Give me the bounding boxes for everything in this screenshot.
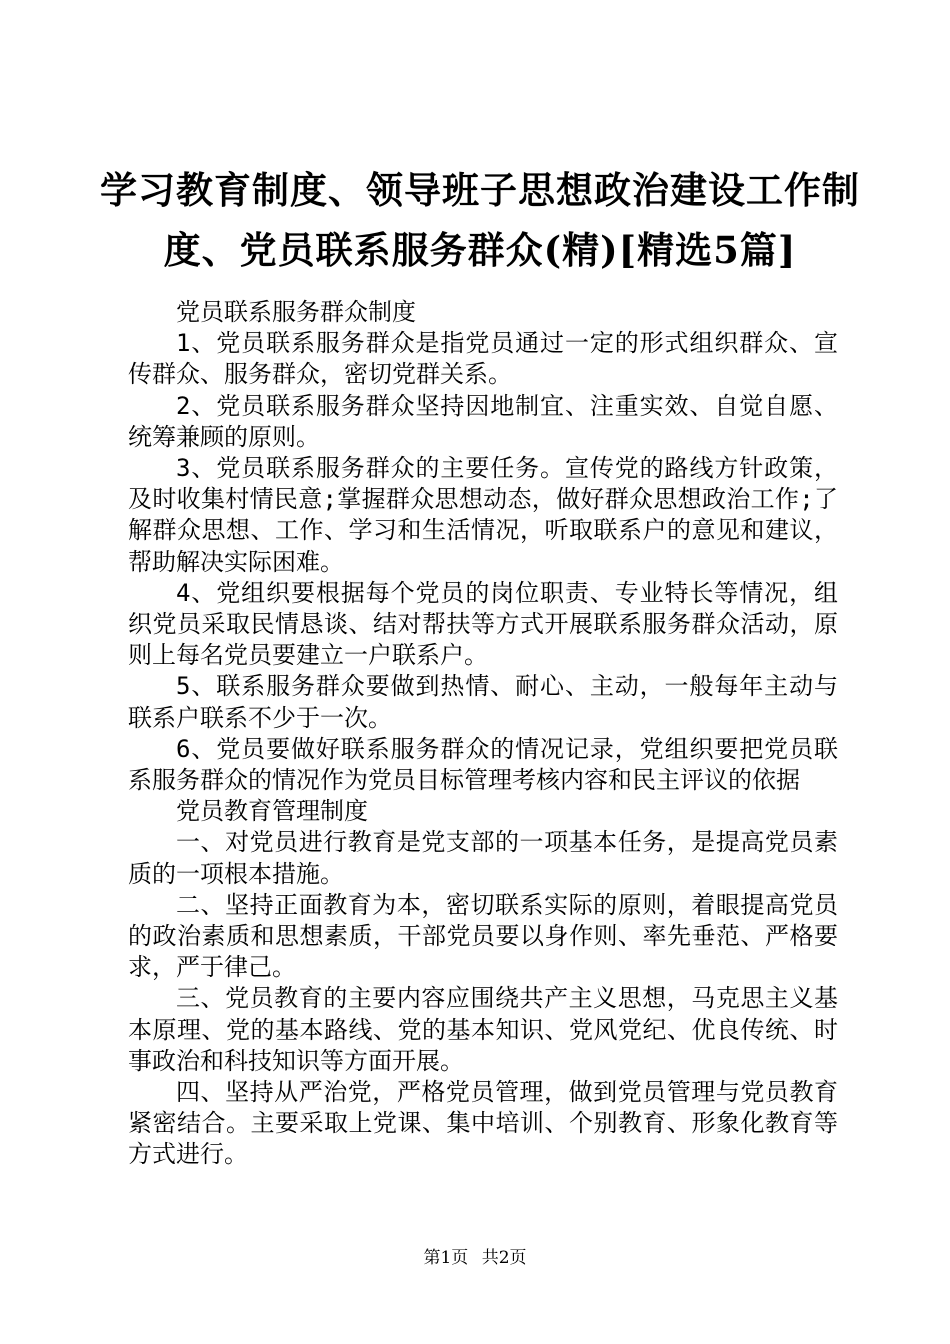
paragraph: 三、党员教育的主要内容应围绕共产主义思想，马克思主义基本原理、党的基本路线、党的基本知识、党风党纪、优良传统、时事政治和科技知识等方面开展。: [128, 984, 838, 1075]
paragraph: 四、坚持从严治党，严格党员管理，做到党员管理与党员教育紧密结合。主要采取上党课、集中培训、个别教育、形象化教育等方式进行。: [128, 1078, 838, 1169]
page-footer: [0, 1243, 950, 1268]
section-heading: 党员教育管理制度: [176, 797, 368, 826]
document-title: 学习教育制度、领导班子思想政治建设工作制度、党员联系服务群众(精)[精选5篇]: [100, 168, 860, 272]
document-body: [128, 297, 838, 1171]
paragraph: 4、党组织要根据每个党员的岗位职责、专业特长等情况，组织党员采取民情恳谈、结对帮扶等方式开展联系服务群众活动，原则上每名党员要建立一户联系户。: [128, 578, 838, 670]
paragraph: 5、联系服务群众要做到热情、耐心、主动，一般每年主动与联系户联系不少于一次。: [128, 672, 838, 732]
paragraph: 二、坚持正面教育为本，密切联系实际的原则，着眼提高党员的政治素质和思想素质，干部党员要以身作则、率先垂范、严格要求，严于律己。: [128, 890, 838, 982]
section-heading: 党员联系服务群众制度: [176, 298, 416, 326]
page-total: 共2页: [481, 1248, 527, 1268]
paragraph: 3、党员联系服务群众的主要任务。宣传党的路线方针政策，及时收集村情民意;掌握群众思想动态，做好群众思想政治工作;了解群众思想、工作、学习和生活情况，听取联系户的意见和建议，帮助解决实际困难。: [128, 454, 838, 576]
paragraph: 2、党员联系服务群众坚持因地制宜、注重实效、自觉自愿、统筹兼顾的原则。: [128, 391, 838, 451]
paragraph: 1、党员联系服务群众是指党员通过一定的形式组织群众、宣传群众、服务群众，密切党群关系。: [128, 329, 838, 389]
paragraph: 6、党员要做好联系服务群众的情况记录，党组织要把党员联系服务群众的情况作为党员目标管理考核内容和民主评议的依据: [128, 734, 838, 795]
page-number: 第1页: [423, 1248, 469, 1268]
paragraph: 一、对党员进行教育是党支部的一项基本任务，是提高党员素质的一项根本措施。: [128, 828, 838, 888]
